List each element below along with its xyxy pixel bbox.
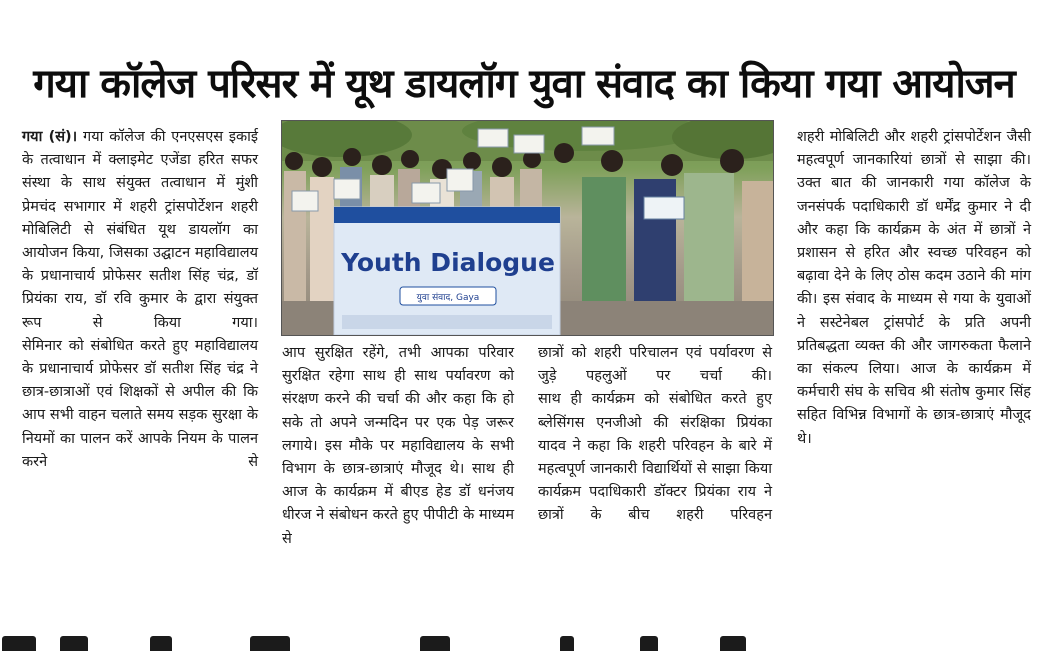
banner-tagline: युवा संवाद, Gaya [416,293,480,303]
article-column-2 [282,342,514,551]
article-paragraph: शहरी मोबिलिटी और शहरी ट्रांसपोर्टेशन जैसी महत्वपूर्ण जानकारियां छात्रों से साझा की। उक्त बात की जानकारी गया कॉलेज के जनसंपर्क पदाधिकारी डॉ धर्मेंद्र कुमार ने दी और कहा कि कार्यक्रम के अंत में छात्रों ने प्रशासन से हरित और स्वच्छ परिवहन को बढ़ावा देने के लिए ठोस कदम उठाने की मांग की। इस संवाद के माध्यम से गया के युवाओं ने सस्टेनेबल ट्रांसपोर्ट के प्रति अपनी प्रतिबद्धता व्यक्त की और जागरुकता फैलाने का संकल्प लिया। आज के कार्यक्रम में कर्मचारी संघ के सचिव श्री संतोष कुमार सिंह सहित विभिन्न विभागों के छात्र-छात्राएं मौजूद थे। [797,129,1031,447]
article-paragraph: छात्रों को शहरी परिचालन एवं पर्यावरण से जुड़े पहलुओं पर चर्चा की। [538,345,772,385]
article-paragraph [22,126,258,335]
photo-illustration [282,121,773,335]
dateline: गया (सं)। [22,129,78,145]
banner-title: Youth Dialogue [341,248,555,277]
event-photo [281,120,774,336]
article-column-1 [22,126,258,474]
article-paragraph: आप सुरक्षित रहेंगे, तभी आपका परिवार सुरक्षित रहेगा साथ ही साथ पर्यावरण को संरक्षण करने की चर्चा की और कहा कि हो सके तो अपने जन्मदिन पर एक पेड़ जरूर लगाये। इस मौके पर महाविद्यालय के सभी विभाग के छात्र-छात्राएं मौजूद थे। साथ ही आज के कार्यक्रम में बीएड हेड डॉ धनंजय धीरज ने संबोधन करते हुए पीपीटी के माध्यम से [282,345,514,547]
article-column-4 [797,126,1031,451]
article-paragraph: सेमिनार को संबोधित करते हुए महाविद्यालय के प्रधानाचार्य प्रोफेसर डॉ सतीश सिंह चंद्र ने छात्र-छात्राओं एवं शिक्षकों से अपील की कि आप सभी वाहन चलाते समय सड़क सुरक्षा के नियमों का पालन करें आपके नियम के पालन करने से [22,337,258,470]
paragraph-text: गया कॉलेज की एनएसएस इकाई के तत्वाधान में क्लाइमेट एजेंडा हरित सफर संस्था के साथ संयुक्त तत्वाधान में मुंशी प्रेमचंद सभागार में शहरी ट्रांसपोर्टेशन शहरी मोबिलिटी से संबंधित यूथ डायलॉग का आयोजन किया, जिसका उद्घाटन महाविद्यालय के प्रधानाचार्य प्रोफेसर सतीश सिंह चंद्र, डॉ प्रियंका राय, डॉ रवि कुमार के द्वारा संयुक्त रूप से किया गया। [22,129,258,331]
next-article-headline-cutoff [0,634,1048,651]
article-column-3 [538,342,772,528]
youth-dialogue-banner [334,207,560,335]
article-paragraph: साथ ही कार्यक्रम को संबोधित करते हुए ब्लेसिंगस एनजीओ की संरक्षिका प्रियंका यादव ने कहा कि शहरी परिवहन के बारे में महत्वपूर्ण जानकारी विद्यार्थियों से साझा किया कार्यक्रम पदाधिकारी डॉक्टर प्रियंका राय ने छात्रों के बीच शहरी परिवहन [538,391,772,524]
headline: गया कॉलेज परिसर में यूथ डायलॉग युवा संवाद का किया गया आयोजन [33,60,1015,107]
